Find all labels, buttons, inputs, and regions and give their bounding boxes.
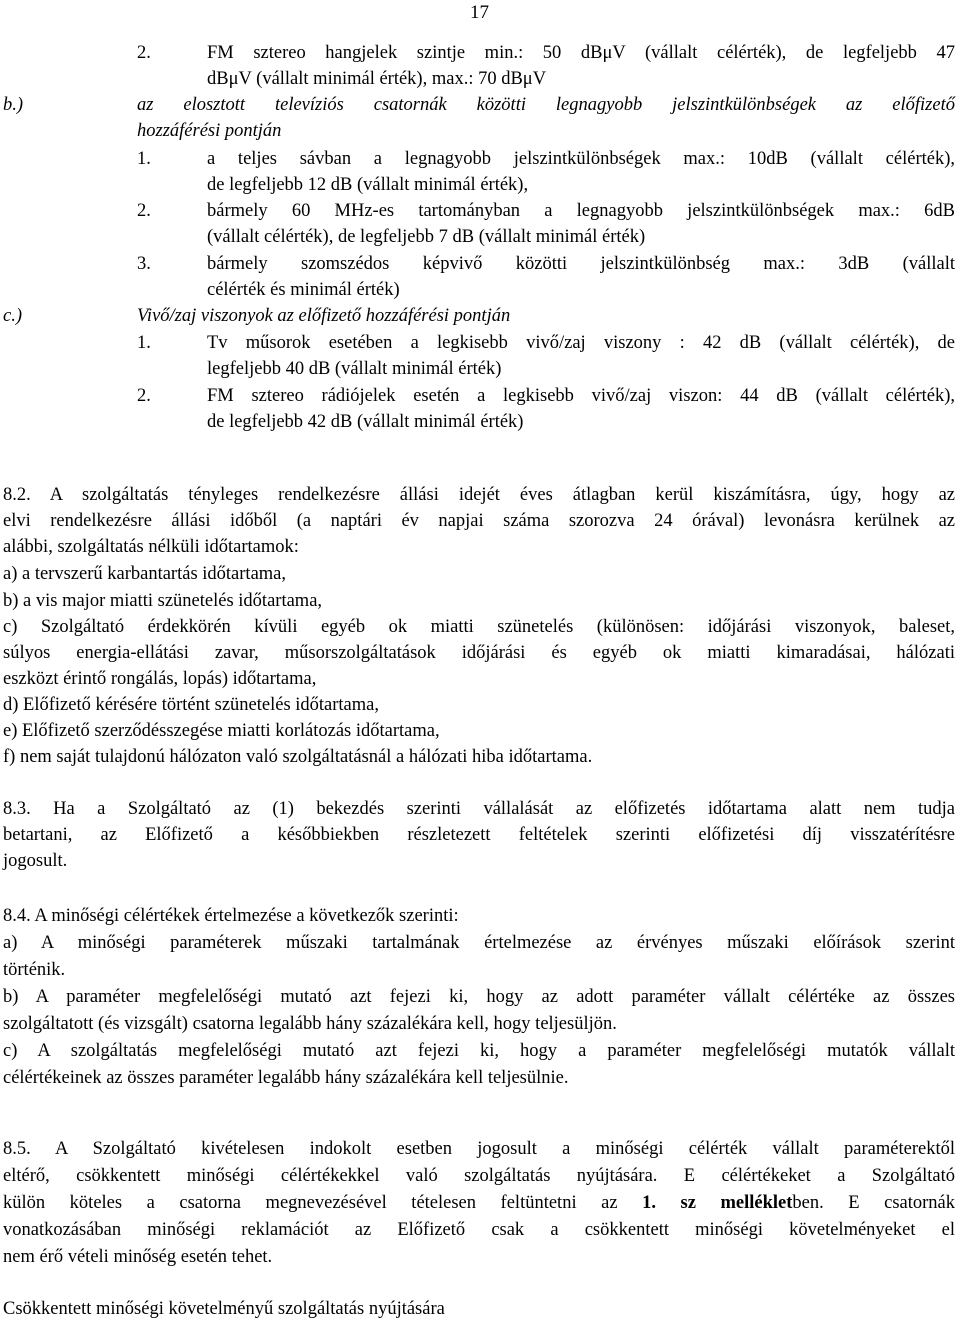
list-number: 2.: [137, 43, 151, 63]
list-text: Tv műsorok esetében a legkisebb vivő/zaj viszony : 42 dB (vállalt célérték), de: [207, 333, 955, 353]
list-number: 2.: [137, 386, 151, 406]
paragraph-line: súlyos energia-ellátási zavar, műsorszolgáltatások időjárási és egyéb ok miatti kimaradásai, hálózati: [3, 643, 955, 663]
section-heading: hozzáférési pontján: [137, 121, 282, 141]
paragraph-line: jogosult.: [3, 851, 68, 871]
list-text: FM sztereo rádiójelek esetén a legkisebb vivő/zaj viszon: 44 dB (vállalt célérték),: [207, 386, 955, 406]
paragraph-line: a) a tervszerű karbantartás időtartama,: [3, 564, 287, 584]
paragraph-line: eszközt érintő rongálás, lopás) időtartama,: [3, 669, 317, 689]
list-text: a teljes sávban a legnagyobb jelszintkülönbségek max.: 10dB (vállalt célérték),: [207, 149, 955, 169]
section-heading: az elosztott televíziós csatornák közötti legnagyobb jelszintkülönbségek az előfizető: [137, 95, 955, 115]
paragraph-line: d) Előfizető kérésére történt szünetelés időtartama,: [3, 695, 379, 715]
list-text: (vállalt célérték), de legfeljebb 7 dB (vállalt minimál érték): [207, 227, 646, 247]
list-text: de legfeljebb 42 dB (vállalt minimál érték): [207, 412, 524, 432]
text-run: külön köteles a csatorna megnevezésével tételesen feltüntetni az: [3, 1193, 618, 1213]
paragraph-line: 8.2. A szolgáltatás tényleges rendelkezésre állási idejét éves átlagban kerül kiszámításra, úgy, hogy az: [3, 485, 955, 505]
list-number: 1.: [137, 149, 151, 169]
paragraph-line: nem érő vételi minőség esetén tehet.: [3, 1247, 273, 1267]
list-text: de legfeljebb 12 dB (vállalt minimál érték),: [207, 175, 529, 195]
paragraph-line: alábbi, szolgáltatás nélküli időtartamok:: [3, 537, 299, 557]
paragraph-line: szolgáltatott (és vizsgált) csatorna legalább hány százalékára kell, hogy teljesüljön.: [3, 1014, 617, 1034]
page-number: 17: [470, 2, 489, 23]
list-text: dBμV (vállalt minimál érték), max.: 70 dBμV: [207, 69, 547, 89]
bold-annex-reference: 1. sz melléklet: [642, 1193, 793, 1213]
section-label: b.): [3, 95, 24, 115]
section-label: c.): [3, 306, 22, 326]
paragraph-line: [3, 1190, 955, 1216]
paragraph-line: 8.3. Ha a Szolgáltató az (1) bekezdés szerinti vállalását az előfizetés időtartama alatt nem tudja: [3, 799, 955, 819]
paragraph-line: 8.4. A minőségi célértékek értelmezése a következők szerinti:: [3, 906, 459, 926]
footer-heading: Csökkentett minőségi követelményű szolgáltatás nyújtására: [3, 1299, 445, 1319]
paragraph-line: elvi rendelkezésre állási időből (a naptári év napjai száma szorozva 24 órával) levonásra kerülnek az: [3, 511, 955, 531]
paragraph-line: c) Szolgáltató érdekkörén kívüli egyéb ok miatti szünetelés (különösen: időjárási viszonyok, baleset,: [3, 617, 955, 637]
paragraph-line: b) a vis major miatti szünetelés időtartama,: [3, 591, 323, 611]
list-number: 2.: [137, 201, 151, 221]
paragraph-line: f) nem saját tulajdonú hálózaton való szolgáltatásnál a hálózati hiba időtartama.: [3, 747, 593, 767]
paragraph-line: betartani, az Előfizető a későbbiekben részletezett feltételek szerinti előfizetési díj visszatérítésre: [3, 825, 955, 845]
paragraph-line: b) A paraméter megfelelőségi mutató azt fejezi ki, hogy az adott paraméter vállalt célértéke az összes: [3, 987, 955, 1007]
paragraph-line: vonatkozásában minőségi reklamációt az Előfizető csak a csökkentett minőségi követelményeket el: [3, 1220, 955, 1240]
paragraph-line: e) Előfizető szerződésszegése miatti korlátozás időtartama,: [3, 721, 440, 741]
paragraph-line: célértékeinek az összes paraméter legalább hány százalékára kell teljesülnie.: [3, 1068, 569, 1088]
list-text: legfeljebb 40 dB (vállalt minimál érték): [207, 359, 502, 379]
paragraph-line: c) A szolgáltatás megfelelőségi mutató azt fejezi ki, hogy a paraméter megfelelőségi mutatók vállalt: [3, 1041, 955, 1061]
list-number: 1.: [137, 333, 151, 353]
list-text: célérték és minimál érték): [207, 280, 400, 300]
section-heading: Vivő/zaj viszonyok az előfizető hozzáférési pontján: [137, 306, 511, 326]
text-run: ben. E csatornák: [792, 1193, 956, 1213]
list-number: 3.: [137, 254, 151, 274]
paragraph-line: a) A minőségi paraméterek műszaki tartalmának értelmezése az érvényes műszaki előírások szerint: [3, 933, 955, 953]
paragraph-line: eltérő, csökkentett minőségi célértékekkel való szolgáltatás nyújtására. E célértékeket a Szolgáltató: [3, 1166, 955, 1186]
list-text: bármely 60 MHz-es tartományban a legnagyobb jelszintkülönbségek max.: 6dB: [207, 201, 955, 221]
list-text: FM sztereo hangjelek szintje min.: 50 dBμV (vállalt célérték), de legfeljebb 47: [207, 43, 955, 63]
list-text: bármely szomszédos képvivő közötti jelszintkülönbség max.: 3dB (vállalt: [207, 254, 955, 274]
paragraph-line: történik.: [3, 960, 66, 980]
paragraph-line: 8.5. A Szolgáltató kivételesen indokolt esetben jogosult a minőségi célérték vállalt paraméterektől: [3, 1139, 955, 1159]
